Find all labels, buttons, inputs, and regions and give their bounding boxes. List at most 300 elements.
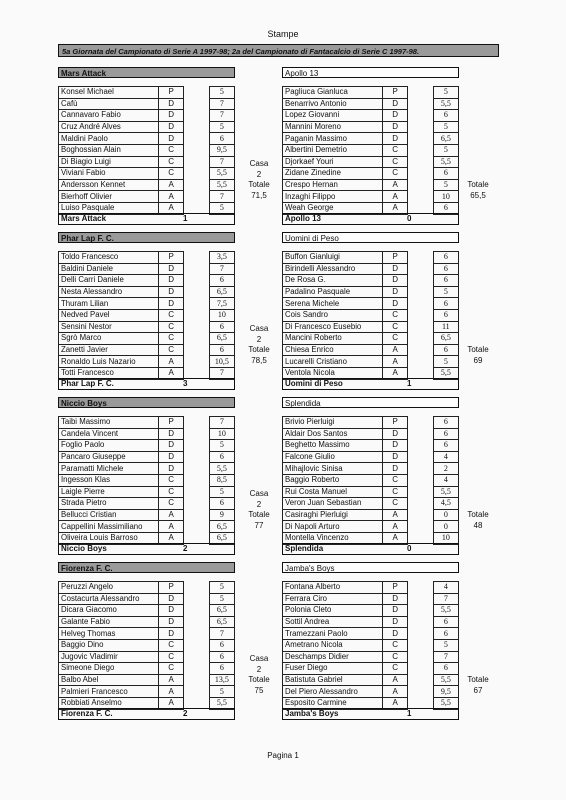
player-row [283, 521, 459, 533]
player-role: A [383, 532, 408, 544]
player-row [283, 168, 459, 180]
cell-spacer [408, 651, 433, 663]
total-line: 65,5 [470, 190, 486, 200]
player-name: Nesta Alessandro [59, 286, 159, 298]
cell-spacer [184, 663, 209, 675]
result-score: 3 [183, 379, 188, 388]
player-vote: 7 [209, 263, 234, 275]
cell-spacer [408, 417, 433, 429]
player-vote: 9,5 [433, 686, 458, 698]
cell-spacer [408, 616, 433, 628]
player-vote: 6 [433, 110, 458, 122]
cell-spacer [408, 191, 433, 203]
team-name-header: Uomini di Peso [282, 232, 459, 243]
cell-spacer [184, 582, 209, 594]
player-vote: 6 [433, 275, 458, 287]
player-row [283, 451, 459, 463]
match-block [58, 232, 499, 397]
cell-spacer [408, 639, 433, 651]
player-name: Crespo Hernan [283, 179, 383, 191]
cell-spacer [408, 509, 433, 521]
player-name: Esposito Carmine [283, 697, 383, 709]
home-totals [239, 654, 279, 696]
player-role: D [383, 298, 408, 310]
roster-table [282, 251, 459, 380]
player-role: D [159, 440, 184, 452]
player-name: Baldini Daniele [59, 263, 159, 275]
cell-spacer [408, 252, 433, 264]
player-vote: 7 [209, 191, 234, 203]
player-role: D [383, 428, 408, 440]
player-vote: 5 [209, 486, 234, 498]
player-row [59, 417, 235, 429]
player-name: Sottil Andrea [283, 616, 383, 628]
cell-spacer [184, 486, 209, 498]
cell-spacer [184, 179, 209, 191]
player-role: C [159, 651, 184, 663]
team-name-header: Jamba's Boys [282, 562, 459, 573]
player-row [59, 121, 235, 133]
player-name: Tramezzani Paolo [283, 628, 383, 640]
player-role: A [159, 179, 184, 191]
player-row [59, 509, 235, 521]
player-vote: 6,5 [209, 616, 234, 628]
player-row [59, 252, 235, 264]
cell-spacer [184, 451, 209, 463]
cell-spacer [408, 440, 433, 452]
player-name: Falcone Giulio [283, 451, 383, 463]
total-line: Totale [248, 345, 270, 355]
player-row [59, 451, 235, 463]
player-name: Mihajlovic Sinisa [283, 463, 383, 475]
player-row [59, 168, 235, 180]
player-role: D [383, 263, 408, 275]
player-name: Di Napoli Arturo [283, 521, 383, 533]
player-vote: 5 [209, 121, 234, 133]
player-row [59, 474, 235, 486]
player-role: P [383, 252, 408, 264]
player-name: Totti Francesco [59, 367, 159, 379]
player-name: Luiso Pasquale [59, 202, 159, 214]
player-vote: 9 [209, 509, 234, 521]
cell-spacer [184, 651, 209, 663]
player-role: C [159, 474, 184, 486]
player-role: D [159, 628, 184, 640]
home-totals [239, 489, 279, 531]
player-row [283, 275, 459, 287]
player-row [59, 628, 235, 640]
player-row [59, 298, 235, 310]
player-role: C [159, 486, 184, 498]
player-vote: 5 [433, 356, 458, 368]
player-vote: 6,5 [209, 532, 234, 544]
player-row [283, 344, 459, 356]
home-team [58, 232, 235, 380]
cell-spacer [408, 474, 433, 486]
player-role: C [383, 156, 408, 168]
player-row [59, 309, 235, 321]
player-name: Boghossian Alain [59, 144, 159, 156]
player-row [59, 275, 235, 287]
player-row [283, 440, 459, 452]
total-line: Totale [467, 345, 489, 354]
player-vote: 7 [209, 367, 234, 379]
player-name: Del Piero Alessandro [283, 686, 383, 698]
player-name: Zidane Zinedine [283, 168, 383, 180]
player-row [283, 428, 459, 440]
player-row [59, 87, 235, 99]
player-row [283, 87, 459, 99]
player-row [283, 498, 459, 510]
player-row [59, 191, 235, 203]
total-line: Totale [248, 675, 270, 685]
cell-spacer [408, 344, 433, 356]
cell-spacer [184, 498, 209, 510]
player-name: Costacurta Alessandro [59, 593, 159, 605]
result-team-name: Uomini di Peso [285, 379, 343, 388]
cell-spacer [408, 582, 433, 594]
player-name: Lopez Giovanni [283, 110, 383, 122]
result-score: 1 [407, 379, 412, 388]
cell-spacer [184, 440, 209, 452]
cell-spacer [184, 298, 209, 310]
player-vote: 6,5 [209, 333, 234, 345]
player-vote: 5,5 [433, 605, 458, 617]
cell-spacer [184, 593, 209, 605]
player-vote: 6 [433, 428, 458, 440]
player-name: Viviani Fabio [59, 168, 159, 180]
player-role: D [383, 440, 408, 452]
player-role: P [383, 582, 408, 594]
player-name: Andersson Kennet [59, 179, 159, 191]
result-score: 2 [183, 544, 188, 553]
player-role: C [383, 309, 408, 321]
player-vote: 6 [433, 663, 458, 675]
roster-table [58, 86, 235, 215]
player-vote: 5 [209, 686, 234, 698]
player-row [283, 333, 459, 345]
player-name: De Rosa G. [283, 275, 383, 287]
total-line: 2 [256, 499, 262, 509]
player-name: Baggio Roberto [283, 474, 383, 486]
cell-spacer [408, 275, 433, 287]
result-score: 1 [407, 709, 412, 718]
player-role: A [383, 697, 408, 709]
cell-spacer [408, 110, 433, 122]
player-role: A [383, 674, 408, 686]
away-totals [458, 675, 498, 696]
player-name: Nedved Pavel [59, 309, 159, 321]
cell-spacer [408, 87, 433, 99]
player-row [59, 98, 235, 110]
player-vote: 6 [433, 252, 458, 264]
player-role: D [383, 121, 408, 133]
player-role: D [159, 263, 184, 275]
player-vote: 13,5 [209, 674, 234, 686]
player-name: Taibi Massimo [59, 417, 159, 429]
cell-spacer [408, 628, 433, 640]
player-name: Palmieri Francesco [59, 686, 159, 698]
home-result [58, 213, 235, 225]
player-role: P [159, 252, 184, 264]
player-row [283, 616, 459, 628]
player-role: C [159, 156, 184, 168]
player-row [283, 474, 459, 486]
player-vote: 5,5 [433, 697, 458, 709]
team-name-header: Fiorenza F. C. [58, 562, 235, 573]
result-team-name: Phar Lap F. C. [61, 379, 114, 388]
player-role: A [383, 191, 408, 203]
player-name: Foglio Paolo [59, 440, 159, 452]
player-vote: 6 [209, 651, 234, 663]
cell-spacer [184, 639, 209, 651]
player-role: A [383, 202, 408, 214]
cell-spacer [408, 333, 433, 345]
player-name: Cappellini Massimiliano [59, 521, 159, 533]
away-team [282, 397, 459, 545]
player-row [283, 156, 459, 168]
player-role: A [383, 356, 408, 368]
player-role: D [159, 298, 184, 310]
player-role: C [159, 344, 184, 356]
player-role: P [159, 582, 184, 594]
total-line: Casa [249, 159, 269, 168]
player-role: P [383, 87, 408, 99]
player-vote: 6 [433, 298, 458, 310]
total-line: Casa [249, 324, 269, 333]
player-vote: 7 [209, 110, 234, 122]
player-role: C [159, 498, 184, 510]
player-vote: 5 [433, 639, 458, 651]
player-vote: 6 [209, 321, 234, 333]
player-name: Simeone Diego [59, 663, 159, 675]
cell-spacer [184, 356, 209, 368]
player-role: D [383, 133, 408, 145]
player-role: D [383, 110, 408, 122]
player-name: Brivio Pierluigi [283, 417, 383, 429]
player-vote: 6 [209, 451, 234, 463]
roster-table [282, 416, 459, 545]
cell-spacer [408, 498, 433, 510]
player-vote: 6 [209, 663, 234, 675]
cell-spacer [408, 663, 433, 675]
player-row [59, 593, 235, 605]
away-team [282, 67, 459, 215]
total-line: 71,5 [251, 190, 267, 200]
player-name: Helveg Thomas [59, 628, 159, 640]
team-name-header: Phar Lap F. C. [58, 232, 235, 243]
player-row [283, 298, 459, 310]
player-row [283, 417, 459, 429]
player-role: A [383, 521, 408, 533]
player-role: A [159, 686, 184, 698]
player-role: D [383, 605, 408, 617]
roster-table [58, 416, 235, 545]
player-vote: 7 [433, 593, 458, 605]
player-row [283, 121, 459, 133]
player-role: D [159, 121, 184, 133]
player-name: Fontana Alberto [283, 582, 383, 594]
player-row [59, 605, 235, 617]
player-name: Candela Vincent [59, 428, 159, 440]
total-line: 2 [256, 664, 262, 674]
player-vote: 5 [433, 87, 458, 99]
player-vote: 6 [433, 616, 458, 628]
total-line: 67 [473, 685, 483, 695]
player-vote: 5,5 [433, 367, 458, 379]
player-name: Lucarelli Cristiano [283, 356, 383, 368]
cell-spacer [408, 156, 433, 168]
player-vote: 6 [209, 498, 234, 510]
player-row [59, 133, 235, 145]
player-row [59, 663, 235, 675]
player-vote: 6 [209, 133, 234, 145]
home-result [58, 708, 235, 720]
player-role: P [159, 417, 184, 429]
player-name: Galante Fabio [59, 616, 159, 628]
total-line: Totale [467, 510, 489, 519]
player-name: Cafù [59, 98, 159, 110]
cell-spacer [184, 144, 209, 156]
player-row [283, 486, 459, 498]
player-row [59, 498, 235, 510]
player-vote: 7 [209, 156, 234, 168]
player-name: Paganin Massimo [283, 133, 383, 145]
player-name: Ventola Nicola [283, 367, 383, 379]
player-vote: 5 [209, 202, 234, 214]
cell-spacer [184, 121, 209, 133]
player-vote: 6 [433, 417, 458, 429]
player-name: Ingesson Klas [59, 474, 159, 486]
player-role: C [159, 309, 184, 321]
player-vote: 6 [209, 639, 234, 651]
player-vote: 6 [433, 628, 458, 640]
result-team-name: Splendida [285, 544, 324, 553]
cell-spacer [184, 191, 209, 203]
player-row [283, 463, 459, 475]
player-role: A [159, 367, 184, 379]
player-vote: 5,5 [209, 179, 234, 191]
player-vote: 4 [433, 582, 458, 594]
player-vote: 6 [433, 202, 458, 214]
player-name: Chiesa Enrico [283, 344, 383, 356]
cell-spacer [184, 168, 209, 180]
player-row [59, 486, 235, 498]
cell-spacer [408, 321, 433, 333]
cell-spacer [184, 463, 209, 475]
player-vote: 5 [209, 87, 234, 99]
player-row [59, 286, 235, 298]
player-name: Baggio Dino [59, 639, 159, 651]
cell-spacer [184, 110, 209, 122]
player-role: A [159, 674, 184, 686]
cell-spacer [184, 275, 209, 287]
player-row [59, 582, 235, 594]
player-role: C [159, 168, 184, 180]
away-totals [458, 510, 498, 531]
player-row [59, 428, 235, 440]
player-name: Cannavaro Fabio [59, 110, 159, 122]
player-vote: 0 [433, 521, 458, 533]
player-name: Weah George [283, 202, 383, 214]
cell-spacer [408, 168, 433, 180]
player-role: C [383, 498, 408, 510]
player-name: Buffon Gianluigi [283, 252, 383, 264]
away-result [282, 543, 459, 555]
cell-spacer [184, 252, 209, 264]
player-row [283, 191, 459, 203]
roster-table [58, 581, 235, 710]
team-name-header: Niccio Boys [58, 397, 235, 408]
cell-spacer [408, 133, 433, 145]
cell-spacer [184, 87, 209, 99]
player-vote: 5,5 [209, 697, 234, 709]
away-team [282, 562, 459, 710]
total-line: Casa [249, 654, 269, 663]
player-name: Mancini Roberto [283, 333, 383, 345]
matches-container [58, 67, 499, 727]
round-banner: 5a Giornata del Campionato di Serie A 1997-98; 2a del Campionato di Fantacalcio di Serie C 1997-98. [58, 44, 499, 57]
player-row [283, 582, 459, 594]
player-name: Albertini Demetrio [283, 144, 383, 156]
player-name: Konsel Michael [59, 87, 159, 99]
player-name: Cois Sandro [283, 309, 383, 321]
player-role: A [159, 509, 184, 521]
player-name: Ferrara Ciro [283, 593, 383, 605]
player-row [59, 144, 235, 156]
roster-table [58, 251, 235, 380]
cell-spacer [408, 686, 433, 698]
player-role: C [383, 474, 408, 486]
player-name: Deschamps Didier [283, 651, 383, 663]
cell-spacer [408, 605, 433, 617]
result-score: 1 [183, 214, 188, 223]
cell-spacer [184, 605, 209, 617]
player-row [59, 356, 235, 368]
player-name: Dicara Giacomo [59, 605, 159, 617]
player-name: Di Francesco Eusebio [283, 321, 383, 333]
cell-spacer [408, 309, 433, 321]
cell-spacer [408, 451, 433, 463]
player-role: D [383, 616, 408, 628]
player-row [283, 593, 459, 605]
player-role: C [159, 663, 184, 675]
player-vote: 4 [433, 451, 458, 463]
page-footer: Pagina 1 [267, 751, 299, 760]
player-vote: 5,5 [433, 98, 458, 110]
total-line: 75 [254, 685, 264, 695]
team-name-header: Mars Attack [58, 67, 235, 78]
player-vote: 6 [433, 309, 458, 321]
player-role: D [383, 463, 408, 475]
player-role: D [159, 463, 184, 475]
player-role: A [159, 191, 184, 203]
player-row [59, 521, 235, 533]
cell-spacer [184, 133, 209, 145]
total-line: 2 [256, 334, 262, 344]
player-row [283, 309, 459, 321]
player-row [283, 674, 459, 686]
cell-spacer [408, 463, 433, 475]
player-role: D [159, 616, 184, 628]
player-name: Pancaro Giuseppe [59, 451, 159, 463]
player-role: C [383, 144, 408, 156]
player-role: A [383, 179, 408, 191]
total-line: Casa [249, 489, 269, 498]
player-row [59, 463, 235, 475]
cell-spacer [408, 144, 433, 156]
total-line: 2 [256, 169, 262, 179]
